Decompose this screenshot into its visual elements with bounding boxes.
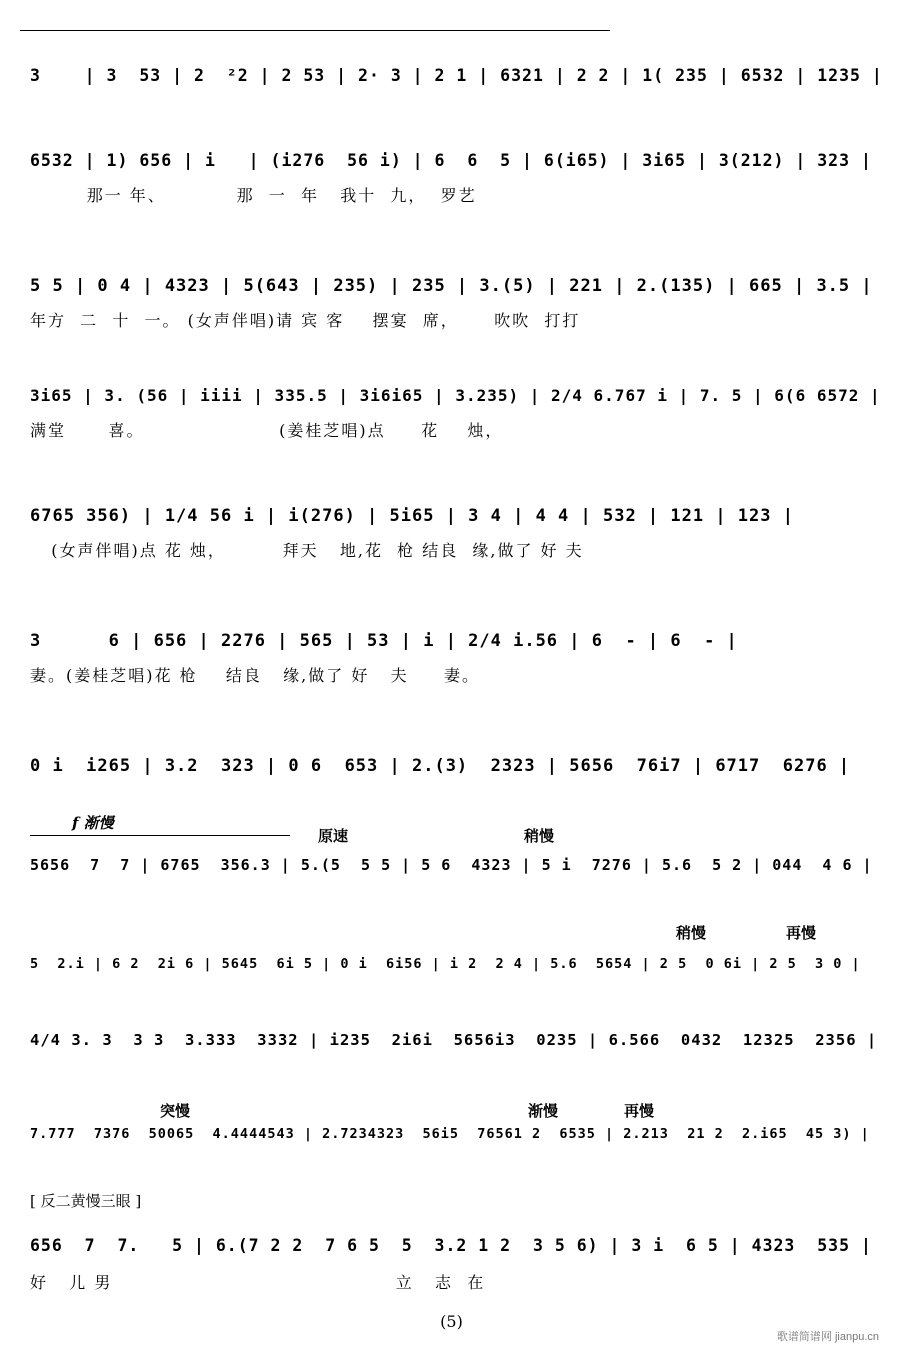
tempo-mark: 再慢 [786, 924, 817, 942]
lyric-line: 妻。(姜桂芝唱)花 枪 结良 缘,做了 好 夫 妻。 [30, 666, 481, 685]
lyric-line: 满堂 喜。 (姜桂芝唱)点 花 烛， [30, 421, 504, 440]
tempo-mark: 稍慢 [524, 827, 555, 845]
top-slur [20, 30, 610, 31]
tempo-mark: 再慢 [624, 1102, 655, 1120]
tempo-mark: 渐慢 [528, 1102, 559, 1120]
notes-line: 3 6 | 656 | 2276 | 565 | 53 | i | 2/4 i.56 | 6 - | 6 - | [30, 631, 738, 651]
tempo-mark: 原速 [318, 827, 349, 845]
notes-line: 3i65 | 3. (56 | iiii | 335.5 | 3i6i65 | 3.235) | 2/4 6.767 i | 7. 5 | 6(6 6572 | [30, 386, 881, 405]
lyric-line: (女声伴唱)点 花 烛， 拜天 地,花 枪 结良 缘,做了 好 夫 [30, 541, 584, 560]
lyric-line: 那一 年、 那 一 年 我十 九， 罗艺 [30, 186, 477, 205]
section-label: [ 反二黄慢三眼 ] [30, 1192, 142, 1210]
page-number: (5) [440, 1312, 463, 1331]
notes-line: 7.777 7376 50065 4.4444543 | 2.7234323 56i5 76561 2 6535 | 2.213 21 2 2.i65 45 3) | [30, 1126, 870, 1142]
lyric-line: 好 儿 男 立 志 在 [30, 1273, 486, 1292]
notes-line: 0 i i265 | 3.2 323 | 0 6 653 | 2.(3) 2323 | 5656 76i7 | 6717 6276 | [30, 756, 851, 776]
notes-line: 5 5 | 0 4 | 4323 | 5(643 | 235) | 235 | 3.(5) | 221 | 2.(135) | 665 | 3.5 | [30, 276, 873, 296]
lyric-line: 年方 二 十 一。 (女声伴唱)请 宾 客 摆宴 席， 吹吹 打打 [30, 311, 581, 330]
tempo-mark: f 渐慢 [72, 814, 114, 832]
notes-line: 656 7 7. 5 | 6.(7 2 2 7 6 5 5 3.2 1 2 3 5 6) | 3 i 6 5 | 4323 535 | [30, 1236, 872, 1255]
notes-line: 5 2.i | 6 2 2i 6 | 5645 6i 5 | 0 i 6i56 | i 2 2 4 | 5.6 5654 | 2 5 0 6i | 2 5 3 0 | [30, 956, 861, 972]
notes-line: 5656 7 7 | 6765 356.3 | 5.(5 5 5 | 5 6 4323 | 5 i 7276 | 5.6 5 2 | 044 4 6 | [30, 856, 873, 874]
notes-line: 6765 356) | 1/4 56 i | i(276) | 5i65 | 3 4 | 4 4 | 532 | 121 | 123 | [30, 506, 794, 526]
watermark: 歌谱简谱网 jianpu.cn [776, 1331, 879, 1343]
tempo-mark: 稍慢 [676, 924, 707, 942]
notes-line: 4/4 3. 3 3 3 3.333 3332 | i235 2i6i 5656i3 0235 | 6.566 0432 12325 2356 | [30, 1031, 878, 1049]
tempo-line [30, 835, 290, 836]
tempo-mark: 突慢 [160, 1102, 191, 1120]
notes-line: 6532 | 1) 656 | i | (i276 56 i) | 6 6 5 | 6(i65) | 3i65 | 3(212) | 323 | [30, 151, 872, 170]
notes-line: 3 | 3 53 | 2 ²2 | 2 53 | 2· 3 | 2 1 | 6321 | 2 2 | 1( 235 | 6532 | 1235 | [30, 66, 883, 85]
